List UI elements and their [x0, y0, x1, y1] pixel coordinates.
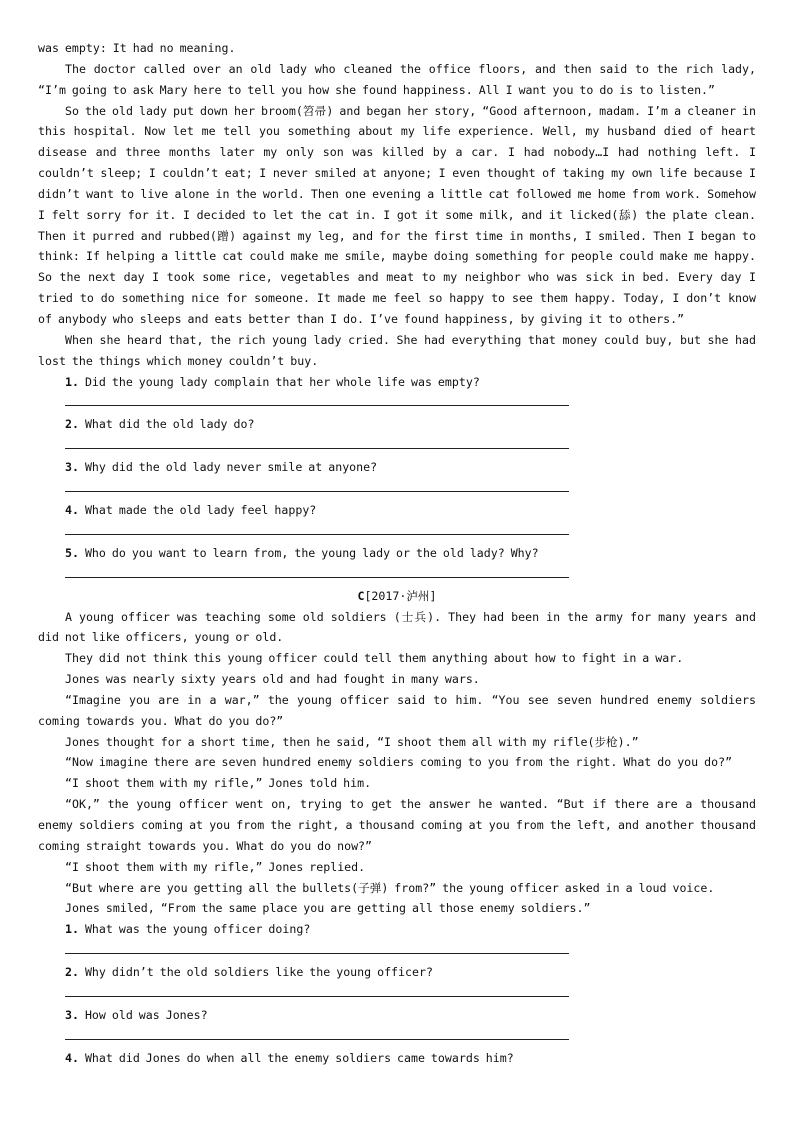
passage-c-paragraph: “But where are you getting all the bullets(子弹) from?” the young officer asked in a loud voice. — [65, 880, 715, 895]
question-text: Who do you want to learn from, the young lady or the old lady? Why? — [84, 545, 539, 560]
question-text: How old was Jones? — [84, 1007, 208, 1022]
passage-c-paragraph: “Imagine you are in a war,” the young officer said to him. “You see seven hundred enemy soldiers coming towards you. What do you do?” — [38, 692, 756, 728]
passage-b-question — [38, 414, 756, 449]
question-number: 3. — [65, 1007, 79, 1022]
passage-c-question — [38, 1005, 756, 1040]
passage-c-heading — [38, 586, 756, 607]
passage-b-paragraph: When she heard that, the rich young lady cried. She had everything that money could buy, but she had lost the things which money couldn’t buy. — [38, 332, 756, 368]
passage-c-question — [38, 962, 756, 997]
question-number: 1. — [65, 374, 79, 389]
passage-c-paragraph: Jones was nearly sixty years old and had fought in many wars. — [65, 672, 480, 687]
passage-c-paragraph: A young officer was teaching some old soldiers (士兵). They had been in the army for many years and did not like officers, young or old. — [38, 609, 756, 645]
passage-c-paragraph: They did not think this young officer could tell them anything about how to fight in a war. — [65, 651, 684, 666]
worksheet-page — [38, 38, 756, 1069]
question-text: What was the young officer doing? — [84, 922, 311, 937]
passage-b-paragraph: was empty: It had no meaning. — [38, 41, 236, 55]
question-text: What made the old lady feel happy? — [84, 503, 317, 518]
question-text: Why did the old lady never smile at anyone? — [84, 460, 378, 475]
question-text: What did Jones do when all the enemy soldiers came towards him? — [84, 1050, 514, 1065]
question-text: What did the old lady do? — [84, 417, 255, 432]
question-number: 3. — [65, 460, 79, 475]
passage-b-question — [38, 372, 756, 407]
passage-c-paragraph: “OK,” the young officer went on, trying to get the answer he wanted. “But if there are a thousand enemy soldiers coming at you from the right, a thousand coming at you from the left, and another thousand coming straight towards you. What do you do now?” — [38, 797, 756, 853]
question-text: Why didn’t the old soldiers like the young officer? — [84, 965, 433, 980]
question-number: 4. — [65, 1050, 79, 1065]
question-number: 2. — [65, 965, 79, 980]
passage-source: [2017·泸州] — [364, 588, 437, 603]
passage-c-paragraph: Jones smiled, “From the same place you are getting all those enemy soldiers.” — [65, 901, 591, 916]
passage-b-question — [38, 457, 756, 492]
passage-c-question — [38, 919, 756, 954]
passage-b-question — [38, 543, 756, 578]
passage-c-question — [38, 1048, 756, 1069]
passage-c-paragraph: Jones thought for a short time, then he said, “I shoot them all with my rifle(步枪).” — [65, 734, 639, 749]
passage-b-paragraph: The doctor called over an old lady who cleaned the office floors, and then said to the rich lady, “I’m going to ask Mary here to tell you how she found happiness. All I want you to do is to listen.” — [38, 61, 756, 97]
passage-c-paragraph: “I shoot them with my rifle,” Jones told him. — [65, 776, 372, 791]
passage-c-paragraph: “I shoot them with my rifle,” Jones replied. — [65, 859, 366, 874]
passage-b-question — [38, 500, 756, 535]
question-text: Did the young lady complain that her whole life was empty? — [84, 374, 480, 389]
passage-label: C — [357, 588, 365, 603]
passage-b-paragraph: So the old lady put down her broom(笤帚) and began her story, “Good afternoon, madam. I’m a cleaner in this hospital. Now let me tell you something about my life experience. Well, my husband died of heart disease and three months later my only son was killed by a car. I had nobody…I had nothing left. I couldn’t sleep; I couldn’t eat; I never smiled at anyone; I even thought of taking my own life because I didn’t want to live alone in the world. Then one evening a little cat followed me home from work. Somehow I felt sorry for it. I decided to let the cat in. I got it some milk, and it licked(舔) the plate clean. Then it purred and rubbed(蹭) against my leg, and for the first time in months, I smiled. Then I began to think: If helping a little cat could make me smile, maybe doing something for people could make me happy. So the next day I took some rice, vegetables and meat to my neighbor who was sick in bed. Every day I tried to do something nice for someone. It made me feel so happy to see them happy. Today, I don’t know of anybody who sleeps and eats better than I do. I’ve found happiness, by giving it to others.” — [38, 103, 756, 326]
question-number: 1. — [65, 922, 79, 937]
question-number: 5. — [65, 545, 79, 560]
passage-c-paragraph: “Now imagine there are seven hundred enemy soldiers coming to you from the right. What do you do?” — [65, 755, 733, 770]
question-number: 2. — [65, 417, 79, 432]
question-number: 4. — [65, 503, 79, 518]
